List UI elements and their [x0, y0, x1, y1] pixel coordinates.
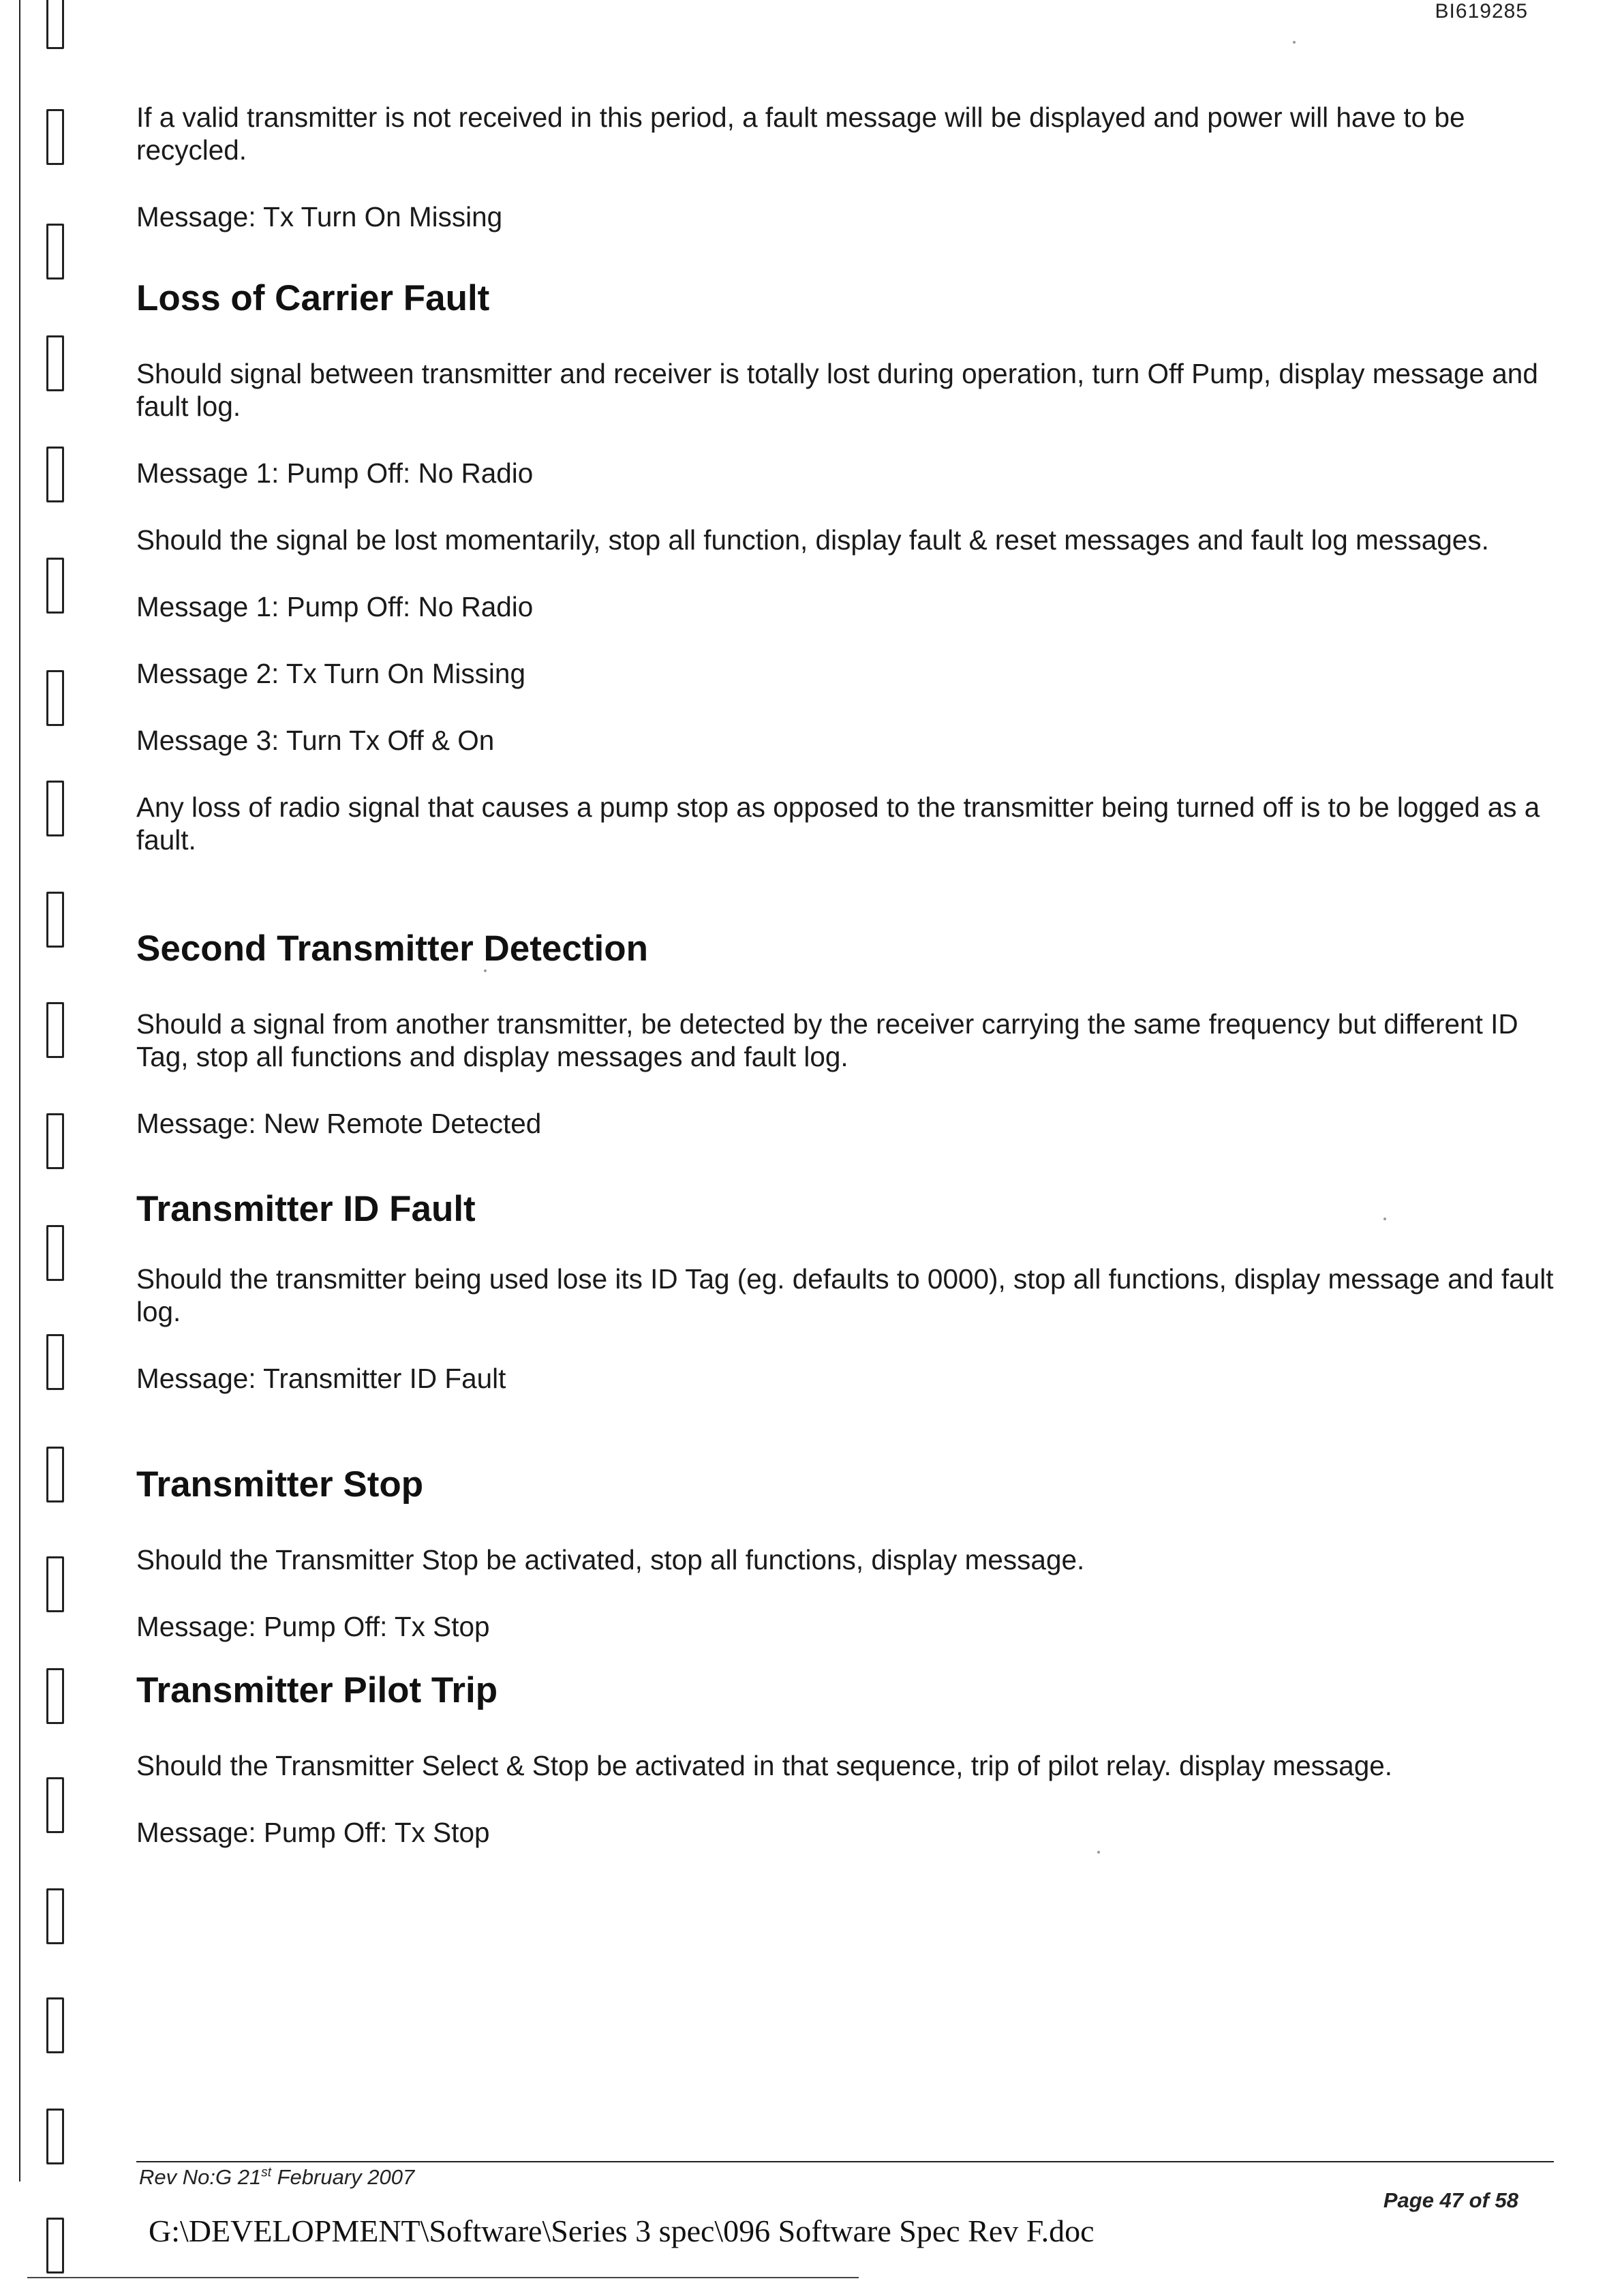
scan-speck	[1383, 1218, 1386, 1220]
scan-speck	[484, 969, 487, 972]
binder-mark	[46, 335, 64, 391]
message-line: Message 3: Turn Tx Off & On	[136, 725, 495, 756]
binder-mark	[46, 1225, 64, 1281]
section-heading: Transmitter Stop	[136, 1464, 424, 1505]
binder-mark	[46, 892, 64, 948]
binder-mark	[46, 224, 64, 280]
binder-mark	[46, 1888, 64, 1944]
binder-mark	[46, 2218, 64, 2274]
file-path: G:\DEVELOPMENT\Software\Series 3 spec\096 Software Spec Rev F.doc	[149, 2214, 1095, 2248]
message-line: Message: Transmitter ID Fault	[136, 1363, 506, 1394]
binder-mark	[46, 1447, 64, 1502]
binder-mark	[46, 1777, 64, 1833]
binder-mark	[46, 0, 64, 49]
message-line: Message 1: Pump Off: No Radio	[136, 591, 534, 622]
section-heading: Transmitter Pilot Trip	[136, 1670, 498, 1710]
binder-mark	[46, 1556, 64, 1612]
page-body	[136, 101, 1554, 1849]
scan-speck	[1293, 41, 1296, 44]
message-line: Message: New Remote Detected	[136, 1108, 542, 1139]
binder-mark	[46, 781, 64, 836]
binder-mark	[46, 2109, 64, 2164]
scan-speck	[1097, 1851, 1100, 1854]
binder-hole-marks	[46, 0, 74, 2296]
binder-mark	[46, 1668, 64, 1724]
binder-mark	[46, 670, 64, 726]
paragraph: Any loss of radio signal that causes a pump stop as opposed to the transmitter being turned off is to be logged as a fault.	[136, 791, 1540, 856]
footer-bottom-rule	[27, 2277, 859, 2278]
message-line: Message 2: Tx Turn On Missing	[136, 658, 525, 689]
message-line: Message 1: Pump Off: No Radio	[136, 457, 534, 489]
message-line: Message: Pump Off: Tx Stop	[136, 1817, 490, 1848]
binder-mark	[46, 109, 64, 165]
binding-margin-line	[19, 0, 20, 2181]
footer-rule	[136, 2161, 1554, 2162]
paragraph: Should signal between transmitter and receiver is totally lost during operation, turn Off Pump, display message and fault log.	[136, 358, 1538, 422]
paragraph: Should the signal be lost momentarily, stop all function, display fault & reset messages and fault log messages.	[136, 524, 1489, 556]
section-heading: Second Transmitter Detection	[136, 928, 649, 969]
binder-mark	[46, 1334, 64, 1390]
paragraph: Should the transmitter being used lose its ID Tag (eg. defaults to 0000), stop all functions, display message and fault log.	[136, 1263, 1554, 1327]
binder-mark	[46, 1113, 64, 1169]
paragraph: Should the Transmitter Stop be activated, stop all functions, display message.	[136, 1544, 1085, 1575]
binder-mark	[46, 1997, 64, 2053]
section-heading: Loss of Carrier Fault	[136, 278, 490, 318]
page-number: Page 47 of 58	[1383, 2188, 1518, 2212]
binder-mark	[46, 558, 64, 614]
message-line: Message: Pump Off: Tx Stop	[136, 1611, 490, 1642]
binder-mark	[46, 447, 64, 502]
section-heading: Transmitter ID Fault	[136, 1189, 476, 1229]
paragraph: Should the Transmitter Select & Stop be activated in that sequence, trip of pilot relay. display message.	[136, 1750, 1393, 1781]
paragraph: Should a signal from another transmitter, be detected by the receiver carrying the same frequency but different ID Tag, stop all functions and display messages and fault log.	[136, 1008, 1518, 1072]
message-line: Message: Tx Turn On Missing	[136, 201, 503, 232]
document-id: BI619285	[1435, 0, 1528, 22]
paragraph: If a valid transmitter is not received in this period, a fault message will be displayed and power will have to be recycled.	[136, 102, 1465, 166]
footer-revision: Rev No:G 21st February 2007	[139, 2165, 415, 2189]
binder-mark	[46, 1002, 64, 1058]
